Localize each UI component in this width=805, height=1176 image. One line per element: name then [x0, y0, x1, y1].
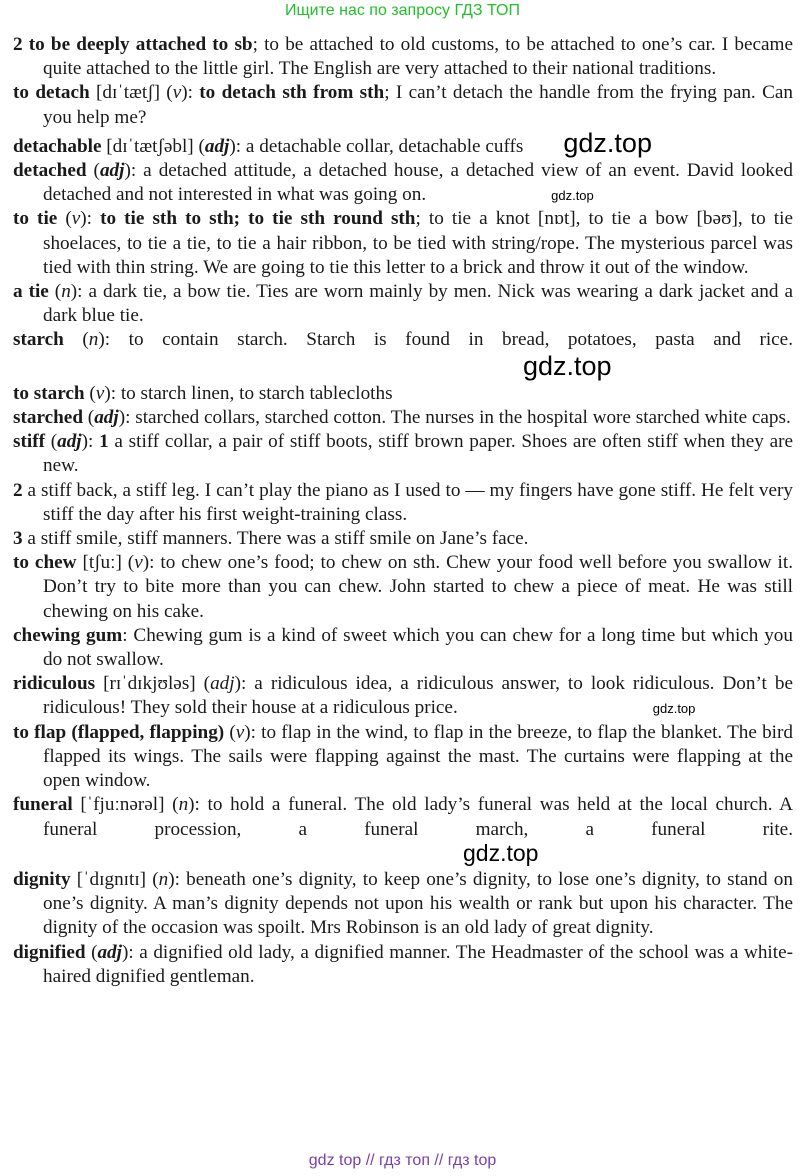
- entry-term: to detach: [13, 82, 97, 104]
- entry-text: (: [50, 431, 58, 453]
- dictionary-entry: [13, 527, 793, 551]
- dictionary-entry: [13, 721, 793, 794]
- footer-links: gdz top // гдз топ // гдз top: [308, 1152, 497, 1169]
- part-of-speech: n: [61, 281, 71, 303]
- dictionary-entry: [13, 793, 793, 868]
- dictionary-entry: [13, 127, 793, 159]
- part-of-speech: adj: [97, 941, 122, 963]
- watermark: gdz.top: [652, 701, 696, 717]
- entry-text: (: [65, 208, 72, 230]
- dictionary-entry: [13, 551, 793, 624]
- part-of-speech: adj: [57, 431, 82, 453]
- entry-text: ): beneath one’s dignity, to keep one’s dignity, to lose one’s dignity, to stand on one’s dignity. A man’s dignity depends not upon his wealth or rank but upon his character. The dignity of the occasion was spoilt. Mrs Robinson is an old lady of great dignity.: [43, 868, 793, 939]
- entry-term: stiff: [13, 431, 51, 453]
- dictionary-entry: [13, 672, 793, 720]
- dictionary-entry: [13, 159, 793, 207]
- entry-text: (: [89, 382, 96, 404]
- entry-text: a stiff smile, stiff manners. There was a stiff smile on Jane’s face.: [22, 528, 529, 550]
- entry-text: (: [87, 407, 95, 429]
- dictionary-entry: [13, 430, 793, 478]
- entry-term: dignified: [13, 941, 92, 963]
- dictionary-entry: [13, 941, 793, 989]
- part-of-speech: v: [95, 382, 105, 404]
- part-of-speech: v: [71, 208, 81, 230]
- entry-text: (: [229, 721, 236, 743]
- entry-term: starch: [13, 329, 83, 351]
- entry-term: detached: [13, 160, 94, 182]
- vocabulary-list: [13, 33, 793, 989]
- part-of-speech: adj: [210, 673, 235, 695]
- entry-term: dignity: [13, 868, 77, 890]
- entry-text: [rɪˈdɪkjʊləs] (: [103, 673, 211, 695]
- entry-term: detachable: [13, 135, 107, 157]
- entry-text: (: [82, 329, 89, 351]
- entry-text: ):: [80, 208, 101, 230]
- entry-term: chewing gum: [13, 624, 123, 646]
- dictionary-entry: [13, 81, 793, 129]
- entry-text: ; I can’t detach the handle from the frying pan. Can you help me?: [43, 82, 793, 128]
- entry-text: ): a detachable collar, detachable cuffs: [229, 135, 524, 157]
- dictionary-entry: [13, 328, 793, 381]
- search-hint-banner: Ищите нас по запросу ГДЗ ТОП: [285, 2, 520, 19]
- entry-text: ): a ridiculous idea, a ridiculous answer, to look ridiculous. Don’t be ridiculous! They sold their house at a ridiculous price.: [43, 673, 793, 719]
- dictionary-entry: [13, 479, 793, 527]
- dictionary-entry: [13, 406, 793, 430]
- entry-text: ): a dignified old lady, a dignified manner. The Headmaster of the school was a white-haired dignified gentleman.: [43, 941, 793, 987]
- dictionary-entry: [13, 624, 793, 672]
- part-of-speech: n: [88, 329, 99, 351]
- entry-term: 1: [99, 431, 109, 453]
- watermark: gdz.top: [463, 839, 539, 866]
- entry-text: a stiff collar, a pair of stiff boots, stiff brown paper. Shoes are often stiff when they are new.: [43, 431, 793, 477]
- entry-term: funeral: [13, 794, 81, 816]
- entry-term: starched: [13, 407, 88, 429]
- entry-term: 2: [13, 479, 23, 501]
- entry-text: ):: [81, 431, 100, 453]
- entry-term: to tie: [13, 208, 66, 230]
- entry-term: a tie: [13, 281, 55, 303]
- entry-text: ): to contain starch. Starch is found in bread, potatoes, pasta and rice.: [98, 329, 793, 351]
- part-of-speech: v: [235, 721, 245, 743]
- watermark: gdz.top: [523, 350, 612, 381]
- dictionary-entry: [13, 33, 793, 81]
- entry-term: 3: [13, 528, 23, 550]
- entry-text: [dɪˈtætʃəbl] (: [106, 135, 205, 157]
- entry-text: ): a detached attitude, a detached house, a detached view of an event. David looked detached and not interested in what was going on.: [43, 160, 793, 206]
- entry-term: to starch: [13, 382, 90, 404]
- entry-text: a stiff back, a stiff leg. I can’t play the piano as I used to — my fingers have gone stiff. He felt very stiff the day after his first weight-training class.: [22, 479, 793, 525]
- dictionary-entry: [13, 382, 793, 406]
- entry-text: [dɪˈtætʃ] (: [96, 82, 173, 104]
- entry-term: to chew: [13, 552, 83, 574]
- entry-text: ): starched collars, starched cotton. The nurses in the hospital wore starched white caps.: [118, 407, 791, 429]
- part-of-speech: n: [158, 868, 169, 890]
- entry-text: [ˈfjuːnərəl] (: [80, 794, 179, 816]
- entry-text: ): to chew one’s food; to chew on sth. Chew your food well before you swallow it. Don’t try to bite more than you can chew. John started to chew a piece of meat. He was still chewing on his cake.: [43, 552, 794, 622]
- entry-text: ): to flap in the wind, to flap in the breeze, to flap the blanket. The bird flapped its wings. The sails were flapping against the mast. The curtains were flapping at the open window.: [43, 721, 793, 792]
- dictionary-entry: [13, 868, 793, 941]
- entry-term: 2 to be deeply attached to sb: [13, 34, 253, 55]
- entry-text: ): to starch linen, to starch tablecloths: [104, 382, 393, 404]
- entry-text: (: [91, 941, 98, 963]
- part-of-speech: n: [178, 794, 189, 816]
- entry-term: to detach sth from sth: [199, 82, 385, 104]
- entry-text: : Chewing gum is a kind of sweet which you can chew for a long time but which you do not swallow.: [43, 624, 793, 671]
- entry-text: ; to tie a knot [nɒt], to tie a bow [bəʊ], to tie shoelaces, to tie a tie, to tie a hair ribbon, to be tied with string/rope. The mysterious parcel was tied with thin string. We are going to tie this letter to a brick and throw it out of the window.: [43, 208, 793, 278]
- entry-text: [ˈdɪgnɪtɪ] (: [76, 868, 159, 890]
- entry-term: ridiculous: [13, 673, 104, 695]
- part-of-speech: v: [134, 552, 143, 574]
- entry-text: (: [93, 160, 100, 182]
- entry-text: (: [54, 281, 62, 303]
- dictionary-entry: [13, 280, 793, 328]
- entry-text: [tʃuː] (: [82, 552, 135, 574]
- dictionary-entry: [13, 207, 793, 280]
- entry-term: to tie sth to sth; to tie sth round sth: [100, 208, 416, 230]
- entry-text: ): a dark tie, a bow tie. Ties are worn mainly by men. Nick was wearing a dark jacket and a dark blue tie.: [43, 281, 793, 327]
- part-of-speech: adj: [94, 407, 119, 429]
- watermark: gdz.top: [551, 188, 594, 204]
- watermark: gdz.top: [563, 127, 652, 158]
- entry-text: ): to hold a funeral. The old lady’s funeral was held at the local church. A funeral procession, a funeral march, a funeral rite.: [43, 794, 793, 840]
- part-of-speech: adj: [99, 160, 125, 182]
- part-of-speech: adj: [204, 135, 230, 157]
- entry-text: ):: [181, 82, 200, 104]
- part-of-speech: v: [172, 82, 182, 104]
- entry-text: ; to be attached to old customs, to be attached to one’s car. I became quite attached to the little girl. The English are very attached to their national traditions.: [43, 34, 793, 80]
- entry-term: to flap (flapped, flapping): [13, 721, 230, 743]
